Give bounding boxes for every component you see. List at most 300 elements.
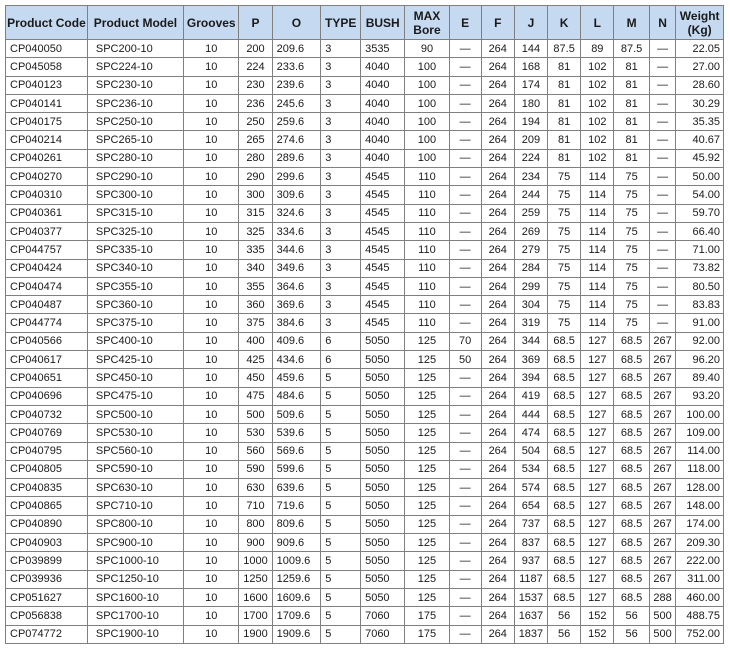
- cell-f: 264: [481, 442, 514, 460]
- cell-p: 335: [239, 241, 272, 259]
- cell-code: CP040050: [6, 40, 88, 58]
- cell-model: SPC590-10: [87, 460, 183, 478]
- cell-code: CP040474: [6, 277, 88, 295]
- cell-l: 127: [581, 479, 614, 497]
- cell-maxbore: 100: [405, 76, 449, 94]
- cell-bush: 4040: [361, 94, 405, 112]
- cell-f: 264: [481, 259, 514, 277]
- cell-maxbore: 125: [405, 588, 449, 606]
- cell-l: 152: [581, 625, 614, 643]
- cell-type: 5: [321, 497, 361, 515]
- cell-type: 3: [321, 113, 361, 131]
- cell-e: —: [449, 405, 481, 423]
- table-row: [6, 149, 724, 167]
- table-row: [6, 405, 724, 423]
- cell-code: CP040270: [6, 168, 88, 186]
- cell-weight: 114.00: [676, 442, 724, 460]
- cell-m: 68.5: [614, 332, 649, 350]
- cell-k: 56: [548, 607, 581, 625]
- cell-n: —: [649, 94, 676, 112]
- table-row: [6, 351, 724, 369]
- cell-k: 56: [548, 625, 581, 643]
- cell-k: 81: [548, 131, 581, 149]
- cell-p: 290: [239, 168, 272, 186]
- cell-l: 114: [581, 314, 614, 332]
- cell-f: 264: [481, 94, 514, 112]
- cell-l: 127: [581, 405, 614, 423]
- cell-j: 279: [514, 241, 547, 259]
- cell-weight: 174.00: [676, 515, 724, 533]
- cell-code: CP045058: [6, 58, 88, 76]
- cell-bush: 4545: [361, 222, 405, 240]
- cell-weight: 50.00: [676, 168, 724, 186]
- cell-weight: 311.00: [676, 570, 724, 588]
- cell-o: 639.6: [272, 479, 321, 497]
- cell-n: —: [649, 241, 676, 259]
- cell-k: 68.5: [548, 588, 581, 606]
- cell-grooves: 10: [184, 314, 239, 332]
- header-product-model: Product Model: [87, 6, 183, 40]
- cell-j: 737: [514, 515, 547, 533]
- cell-e: —: [449, 40, 481, 58]
- cell-model: SPC710-10: [87, 497, 183, 515]
- cell-model: SPC335-10: [87, 241, 183, 259]
- cell-f: 264: [481, 186, 514, 204]
- cell-l: 127: [581, 351, 614, 369]
- cell-j: 209: [514, 131, 547, 149]
- cell-bush: 4040: [361, 131, 405, 149]
- cell-grooves: 10: [184, 588, 239, 606]
- cell-p: 1700: [239, 607, 272, 625]
- cell-j: 1187: [514, 570, 547, 588]
- table-row: [6, 552, 724, 570]
- cell-j: 574: [514, 479, 547, 497]
- cell-o: 274.6: [272, 131, 321, 149]
- header-grooves: Grooves: [184, 6, 239, 40]
- cell-k: 75: [548, 314, 581, 332]
- cell-maxbore: 125: [405, 497, 449, 515]
- cell-weight: 35.35: [676, 113, 724, 131]
- cell-m: 68.5: [614, 479, 649, 497]
- cell-weight: 148.00: [676, 497, 724, 515]
- header-max-bore: MAX Bore: [405, 6, 449, 40]
- cell-o: 289.6: [272, 149, 321, 167]
- cell-p: 340: [239, 259, 272, 277]
- cell-n: 267: [649, 552, 676, 570]
- cell-n: 267: [649, 460, 676, 478]
- cell-o: 324.6: [272, 204, 321, 222]
- cell-maxbore: 125: [405, 332, 449, 350]
- cell-model: SPC1600-10: [87, 588, 183, 606]
- cell-maxbore: 110: [405, 204, 449, 222]
- cell-maxbore: 125: [405, 424, 449, 442]
- cell-j: 504: [514, 442, 547, 460]
- cell-type: 5: [321, 424, 361, 442]
- table-row: [6, 570, 724, 588]
- cell-code: CP039899: [6, 552, 88, 570]
- cell-f: 264: [481, 497, 514, 515]
- cell-type: 6: [321, 351, 361, 369]
- cell-o: 1259.6: [272, 570, 321, 588]
- cell-type: 3: [321, 259, 361, 277]
- cell-n: 267: [649, 424, 676, 442]
- cell-e: —: [449, 479, 481, 497]
- cell-grooves: 10: [184, 570, 239, 588]
- cell-grooves: 10: [184, 405, 239, 423]
- cell-code: CP040424: [6, 259, 88, 277]
- cell-model: SPC450-10: [87, 369, 183, 387]
- cell-m: 75: [614, 314, 649, 332]
- cell-grooves: 10: [184, 168, 239, 186]
- table-row: [6, 204, 724, 222]
- table-row: [6, 259, 724, 277]
- cell-weight: 209.30: [676, 534, 724, 552]
- cell-o: 909.6: [272, 534, 321, 552]
- cell-type: 3: [321, 168, 361, 186]
- cell-o: 209.6: [272, 40, 321, 58]
- cell-grooves: 10: [184, 424, 239, 442]
- cell-maxbore: 100: [405, 113, 449, 131]
- cell-f: 264: [481, 625, 514, 643]
- cell-l: 127: [581, 497, 614, 515]
- cell-o: 539.6: [272, 424, 321, 442]
- cell-k: 81: [548, 58, 581, 76]
- cell-o: 809.6: [272, 515, 321, 533]
- table-row: [6, 515, 724, 533]
- cell-f: 264: [481, 314, 514, 332]
- cell-p: 375: [239, 314, 272, 332]
- cell-bush: 5050: [361, 479, 405, 497]
- cell-type: 5: [321, 534, 361, 552]
- cell-type: 3: [321, 40, 361, 58]
- cell-m: 75: [614, 296, 649, 314]
- cell-e: —: [449, 168, 481, 186]
- cell-f: 264: [481, 588, 514, 606]
- cell-p: 630: [239, 479, 272, 497]
- cell-k: 68.5: [548, 369, 581, 387]
- cell-l: 102: [581, 149, 614, 167]
- cell-type: 5: [321, 405, 361, 423]
- cell-bush: 7060: [361, 607, 405, 625]
- cell-n: —: [649, 186, 676, 204]
- cell-model: SPC1000-10: [87, 552, 183, 570]
- cell-weight: 128.00: [676, 479, 724, 497]
- cell-grooves: 10: [184, 552, 239, 570]
- table-row: [6, 277, 724, 295]
- cell-type: 3: [321, 222, 361, 240]
- cell-f: 264: [481, 570, 514, 588]
- cell-weight: 89.40: [676, 369, 724, 387]
- cell-j: 180: [514, 94, 547, 112]
- cell-bush: 5050: [361, 460, 405, 478]
- cell-model: SPC200-10: [87, 40, 183, 58]
- cell-o: 1009.6: [272, 552, 321, 570]
- cell-e: —: [449, 277, 481, 295]
- cell-code: CP040769: [6, 424, 88, 442]
- pulley-spec-table: [5, 5, 724, 644]
- cell-l: 89: [581, 40, 614, 58]
- cell-type: 5: [321, 479, 361, 497]
- cell-j: 244: [514, 186, 547, 204]
- cell-weight: 22.05: [676, 40, 724, 58]
- cell-grooves: 10: [184, 76, 239, 94]
- cell-bush: 5050: [361, 351, 405, 369]
- cell-p: 560: [239, 442, 272, 460]
- cell-model: SPC236-10: [87, 94, 183, 112]
- cell-f: 264: [481, 76, 514, 94]
- cell-weight: 92.00: [676, 332, 724, 350]
- cell-model: SPC230-10: [87, 76, 183, 94]
- cell-grooves: 10: [184, 387, 239, 405]
- cell-maxbore: 100: [405, 149, 449, 167]
- cell-l: 127: [581, 369, 614, 387]
- cell-k: 75: [548, 168, 581, 186]
- cell-grooves: 10: [184, 58, 239, 76]
- cell-p: 224: [239, 58, 272, 76]
- cell-maxbore: 110: [405, 168, 449, 186]
- cell-model: SPC900-10: [87, 534, 183, 552]
- cell-model: SPC630-10: [87, 479, 183, 497]
- header-j: J: [514, 6, 547, 40]
- table-row: [6, 387, 724, 405]
- cell-code: CP051627: [6, 588, 88, 606]
- cell-p: 355: [239, 277, 272, 295]
- cell-n: 267: [649, 369, 676, 387]
- cell-e: —: [449, 570, 481, 588]
- cell-maxbore: 100: [405, 94, 449, 112]
- cell-type: 3: [321, 131, 361, 149]
- cell-e: —: [449, 222, 481, 240]
- cell-p: 590: [239, 460, 272, 478]
- cell-type: 3: [321, 241, 361, 259]
- cell-o: 349.6: [272, 259, 321, 277]
- cell-type: 3: [321, 277, 361, 295]
- table-row: [6, 186, 724, 204]
- cell-model: SPC530-10: [87, 424, 183, 442]
- cell-n: —: [649, 76, 676, 94]
- header-k: K: [548, 6, 581, 40]
- cell-p: 450: [239, 369, 272, 387]
- cell-o: 344.6: [272, 241, 321, 259]
- cell-n: —: [649, 314, 676, 332]
- table-row: [6, 588, 724, 606]
- cell-k: 81: [548, 94, 581, 112]
- cell-p: 250: [239, 113, 272, 131]
- table-row: [6, 625, 724, 643]
- cell-weight: 54.00: [676, 186, 724, 204]
- cell-m: 75: [614, 277, 649, 295]
- cell-f: 264: [481, 534, 514, 552]
- cell-weight: 30.29: [676, 94, 724, 112]
- table-row: [6, 131, 724, 149]
- cell-code: CP040141: [6, 94, 88, 112]
- cell-e: —: [449, 534, 481, 552]
- cell-m: 87.5: [614, 40, 649, 58]
- cell-p: 1600: [239, 588, 272, 606]
- cell-bush: 5050: [361, 424, 405, 442]
- cell-weight: 71.00: [676, 241, 724, 259]
- cell-l: 102: [581, 113, 614, 131]
- cell-grooves: 10: [184, 149, 239, 167]
- cell-e: —: [449, 131, 481, 149]
- cell-grooves: 10: [184, 442, 239, 460]
- cell-weight: 91.00: [676, 314, 724, 332]
- cell-type: 5: [321, 460, 361, 478]
- cell-grooves: 10: [184, 607, 239, 625]
- cell-code: CP040732: [6, 405, 88, 423]
- cell-maxbore: 125: [405, 479, 449, 497]
- cell-k: 68.5: [548, 534, 581, 552]
- cell-f: 264: [481, 149, 514, 167]
- cell-grooves: 10: [184, 222, 239, 240]
- cell-j: 174: [514, 76, 547, 94]
- table-row: [6, 534, 724, 552]
- cell-f: 264: [481, 369, 514, 387]
- cell-p: 1000: [239, 552, 272, 570]
- cell-p: 230: [239, 76, 272, 94]
- cell-grooves: 10: [184, 515, 239, 533]
- cell-k: 68.5: [548, 515, 581, 533]
- cell-f: 264: [481, 168, 514, 186]
- cell-model: SPC1700-10: [87, 607, 183, 625]
- cell-o: 299.6: [272, 168, 321, 186]
- cell-bush: 5050: [361, 534, 405, 552]
- cell-o: 259.6: [272, 113, 321, 131]
- cell-maxbore: 110: [405, 186, 449, 204]
- table-row: [6, 76, 724, 94]
- cell-model: SPC290-10: [87, 168, 183, 186]
- cell-n: 267: [649, 497, 676, 515]
- cell-e: —: [449, 204, 481, 222]
- cell-m: 68.5: [614, 369, 649, 387]
- cell-l: 127: [581, 588, 614, 606]
- cell-j: 444: [514, 405, 547, 423]
- header-bush: BUSH: [361, 6, 405, 40]
- cell-grooves: 10: [184, 277, 239, 295]
- cell-model: SPC315-10: [87, 204, 183, 222]
- table-row: [6, 40, 724, 58]
- table-row: [6, 497, 724, 515]
- table-row: [6, 168, 724, 186]
- cell-code: CP040377: [6, 222, 88, 240]
- cell-maxbore: 100: [405, 58, 449, 76]
- cell-maxbore: 90: [405, 40, 449, 58]
- header-weight: Weight (Kg): [676, 6, 724, 40]
- cell-o: 334.6: [272, 222, 321, 240]
- cell-n: —: [649, 277, 676, 295]
- cell-model: SPC560-10: [87, 442, 183, 460]
- cell-model: SPC360-10: [87, 296, 183, 314]
- cell-grooves: 10: [184, 241, 239, 259]
- cell-model: SPC340-10: [87, 259, 183, 277]
- cell-m: 75: [614, 259, 649, 277]
- cell-bush: 4545: [361, 186, 405, 204]
- table-row: [6, 296, 724, 314]
- cell-code: CP040487: [6, 296, 88, 314]
- cell-weight: 27.00: [676, 58, 724, 76]
- cell-j: 937: [514, 552, 547, 570]
- cell-j: 224: [514, 149, 547, 167]
- cell-n: 267: [649, 515, 676, 533]
- cell-p: 236: [239, 94, 272, 112]
- cell-l: 127: [581, 515, 614, 533]
- cell-j: 474: [514, 424, 547, 442]
- cell-n: 267: [649, 351, 676, 369]
- cell-m: 81: [614, 131, 649, 149]
- cell-n: 267: [649, 405, 676, 423]
- cell-model: SPC355-10: [87, 277, 183, 295]
- cell-model: SPC1900-10: [87, 625, 183, 643]
- cell-weight: 28.60: [676, 76, 724, 94]
- cell-model: SPC224-10: [87, 58, 183, 76]
- cell-bush: 4040: [361, 113, 405, 131]
- table-row: [6, 369, 724, 387]
- cell-o: 599.6: [272, 460, 321, 478]
- cell-f: 264: [481, 351, 514, 369]
- cell-e: —: [449, 552, 481, 570]
- cell-j: 837: [514, 534, 547, 552]
- cell-n: 267: [649, 332, 676, 350]
- table-row: [6, 332, 724, 350]
- cell-j: 344: [514, 332, 547, 350]
- cell-m: 81: [614, 113, 649, 131]
- cell-p: 280: [239, 149, 272, 167]
- table-row: [6, 314, 724, 332]
- cell-code: CP040214: [6, 131, 88, 149]
- cell-n: —: [649, 168, 676, 186]
- header-o: O: [272, 6, 321, 40]
- cell-m: 68.5: [614, 405, 649, 423]
- cell-maxbore: 100: [405, 131, 449, 149]
- cell-weight: 118.00: [676, 460, 724, 478]
- cell-j: 1837: [514, 625, 547, 643]
- cell-bush: 4040: [361, 76, 405, 94]
- cell-bush: 5050: [361, 515, 405, 533]
- cell-type: 3: [321, 58, 361, 76]
- cell-k: 75: [548, 241, 581, 259]
- cell-m: 68.5: [614, 387, 649, 405]
- cell-type: 6: [321, 332, 361, 350]
- cell-j: 419: [514, 387, 547, 405]
- cell-k: 87.5: [548, 40, 581, 58]
- cell-code: CP040566: [6, 332, 88, 350]
- cell-k: 81: [548, 76, 581, 94]
- cell-code: CP040175: [6, 113, 88, 131]
- cell-f: 264: [481, 460, 514, 478]
- cell-weight: 222.00: [676, 552, 724, 570]
- cell-l: 127: [581, 570, 614, 588]
- cell-j: 194: [514, 113, 547, 131]
- cell-p: 475: [239, 387, 272, 405]
- cell-e: —: [449, 113, 481, 131]
- cell-f: 264: [481, 277, 514, 295]
- cell-n: —: [649, 131, 676, 149]
- cell-grooves: 10: [184, 479, 239, 497]
- cell-p: 400: [239, 332, 272, 350]
- cell-n: —: [649, 113, 676, 131]
- cell-e: 70: [449, 332, 481, 350]
- cell-p: 200: [239, 40, 272, 58]
- cell-o: 569.6: [272, 442, 321, 460]
- cell-m: 68.5: [614, 442, 649, 460]
- cell-code: CP044757: [6, 241, 88, 259]
- cell-code: CP074772: [6, 625, 88, 643]
- cell-k: 81: [548, 149, 581, 167]
- cell-code: CP039936: [6, 570, 88, 588]
- cell-k: 68.5: [548, 570, 581, 588]
- cell-weight: 752.00: [676, 625, 724, 643]
- cell-type: 3: [321, 149, 361, 167]
